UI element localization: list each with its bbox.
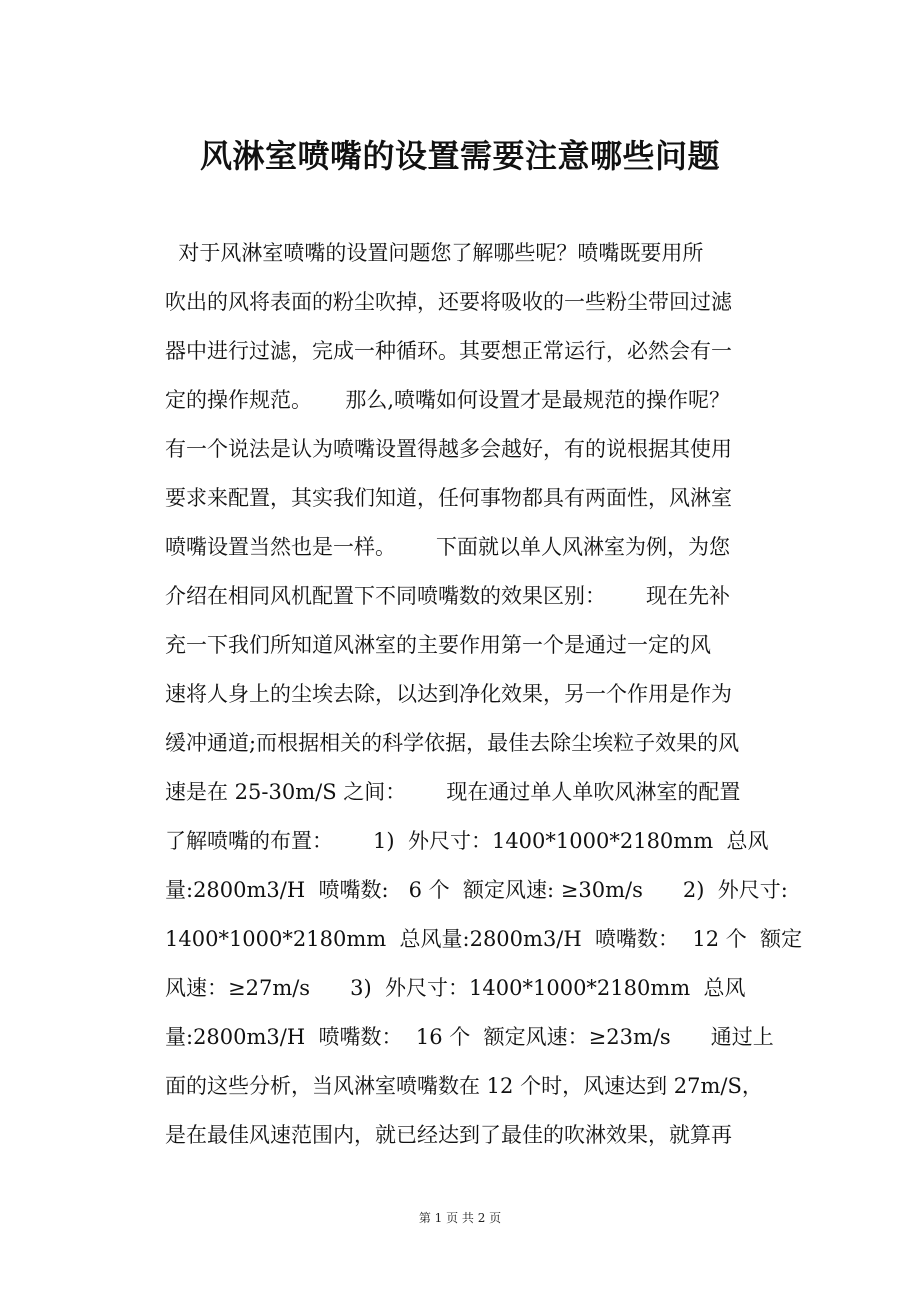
- body-line: 量:2800m3/H 喷嘴数： 16 个 额定风速：≥23m/s 通过上: [165, 1025, 774, 1049]
- body-line: 缓冲通道;而根据相关的科学依据，最佳去除尘埃粒子效果的风: [165, 731, 740, 755]
- body-line: 充一下我们所知道风淋室的主要作用第一个是通过一定的风: [165, 633, 711, 657]
- body-line: 风速：≥27m/s 3) 外尺寸：1400*1000*2180mm 总风: [165, 976, 746, 1000]
- body-line: 量:2800m3/H 喷嘴数: 6 个 额定风速: ≥30m/s 2) 外尺寸:: [165, 878, 788, 902]
- body-line: 了解喷嘴的布置： 1) 外尺寸：1400*1000*2180mm 总风: [165, 829, 769, 853]
- body-line: 是在最佳风速范围内，就已经达到了最佳的吹淋效果，就算再: [165, 1123, 732, 1147]
- page-number-footer: 第 1 页 共 2 页: [418, 1211, 502, 1225]
- body-line: 面的这些分析，当风淋室喷嘴数在 12 个时，风速达到 27m/S，: [165, 1074, 763, 1098]
- body-line: 定的操作规范。 那么,喷嘴如何设置才是最规范的操作呢？: [165, 388, 731, 412]
- body-line: 喷嘴设置当然也是一样。 下面就以单人风淋室为例，为您: [165, 535, 731, 559]
- body-line: 对于风淋室喷嘴的设置问题您了解哪些呢？喷嘴既要用所: [165, 241, 704, 265]
- document-title: 风淋室喷嘴的设置需要注意哪些问题: [199, 137, 720, 175]
- body-line: 器中进行过滤，完成一种循环。其要想正常运行，必然会有一: [165, 339, 732, 363]
- body-line: 速是在 25-30m/S 之间： 现在通过单人单吹风淋室的配置: [165, 780, 741, 804]
- body-line: 要求来配置，其实我们知道，任何事物都具有两面性，风淋室: [165, 486, 732, 510]
- body-line: 1400*1000*2180mm 总风量:2800m3/H 喷嘴数： 12 个 额定: [165, 927, 803, 951]
- body-line: 介绍在相同风机配置下不同喷嘴数的效果区别： 现在先补: [165, 584, 731, 608]
- body-line: 吹出的风将表面的粉尘吹掉，还要将吸收的一些粉尘带回过滤: [165, 290, 732, 314]
- body-line: 有一个说法是认为喷嘴设置得越多会越好，有的说根据其使用: [165, 437, 732, 461]
- body-line: 速将人身上的尘埃去除，以达到净化效果，另一个作用是作为: [165, 682, 732, 706]
